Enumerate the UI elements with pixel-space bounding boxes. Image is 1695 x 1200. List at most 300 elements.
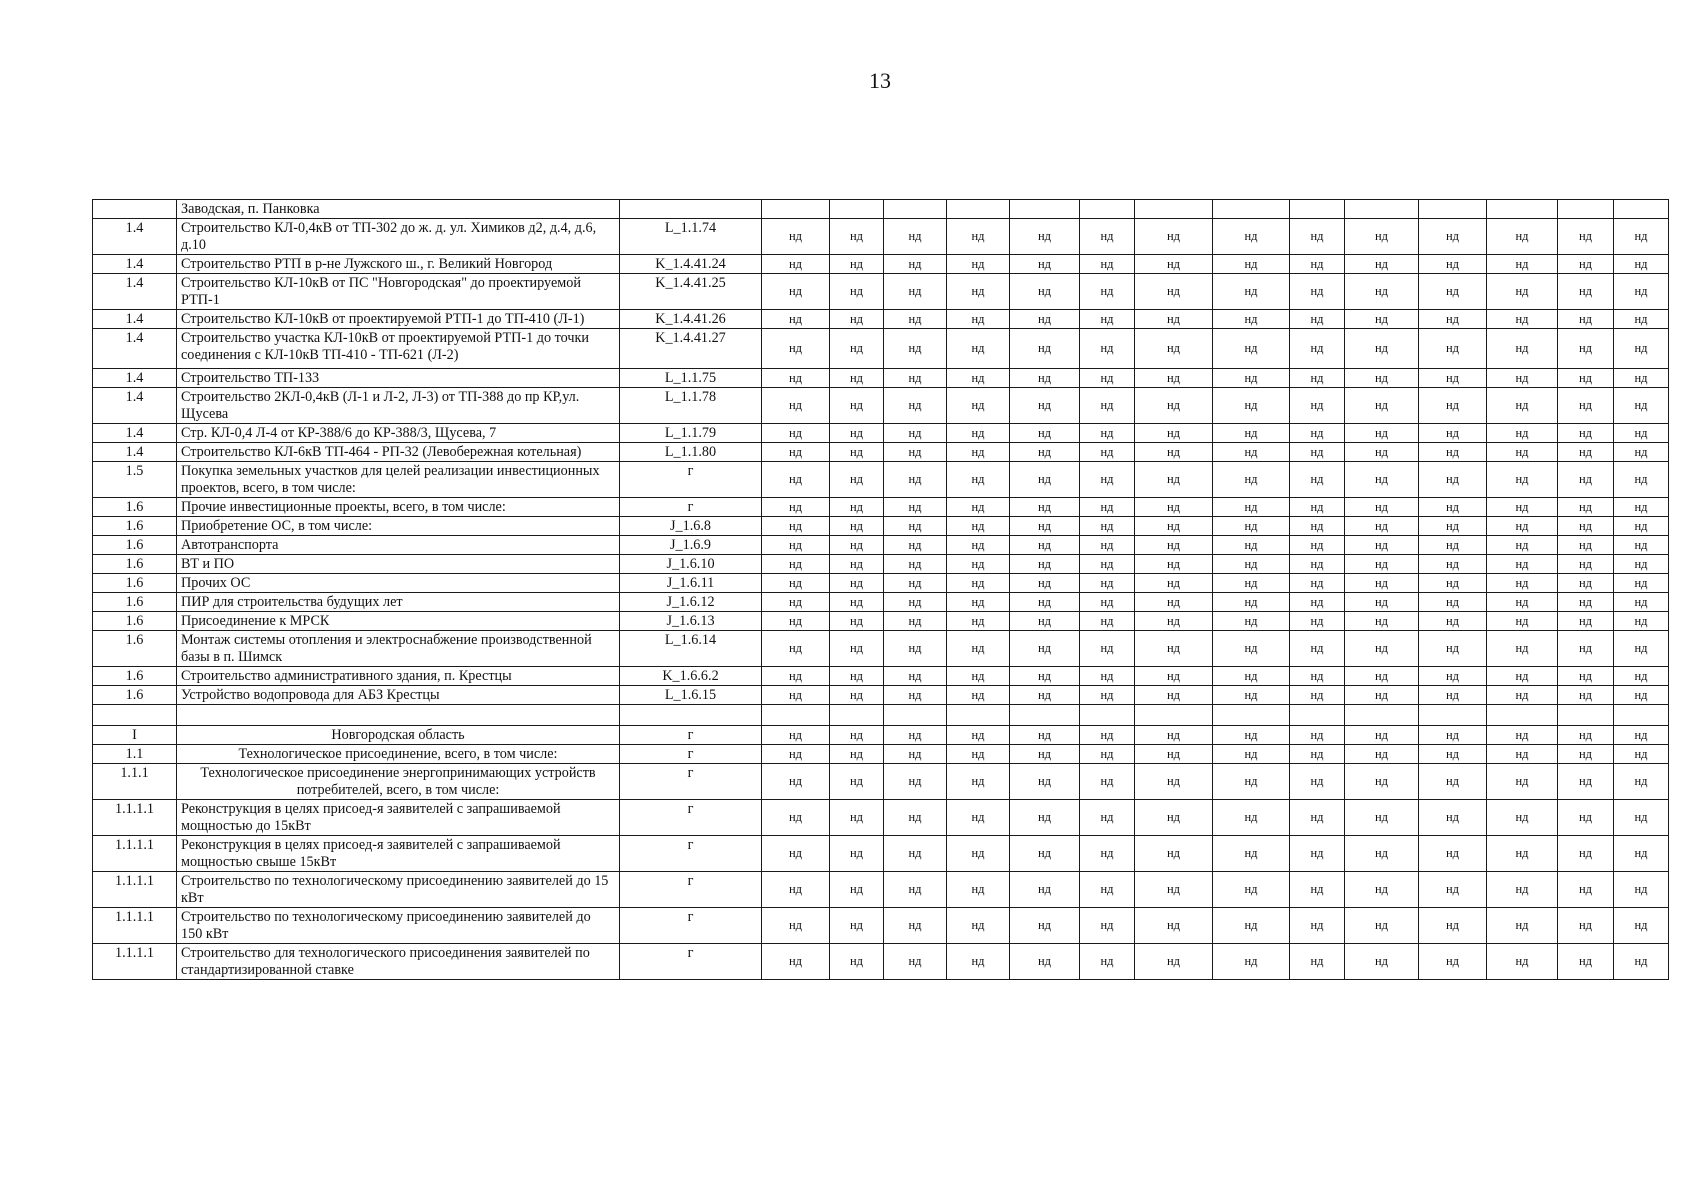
value-cell: нд xyxy=(1135,555,1213,574)
value-cell: нд xyxy=(1290,555,1345,574)
value-cell: нд xyxy=(830,667,884,686)
value-cell: нд xyxy=(947,388,1010,424)
value-cell: нд xyxy=(1345,944,1419,980)
value-cell xyxy=(1487,200,1558,219)
value-cell: нд xyxy=(1419,836,1487,872)
value-cell: нд xyxy=(1487,726,1558,745)
value-cell: нд xyxy=(1345,764,1419,800)
value-cell: нд xyxy=(1345,800,1419,836)
value-cell: нд xyxy=(1614,536,1669,555)
value-cell: нд xyxy=(830,424,884,443)
value-cell: нд xyxy=(1345,555,1419,574)
table-row xyxy=(93,517,1669,536)
value-cell: нд xyxy=(1213,424,1290,443)
value-cell: нд xyxy=(1290,424,1345,443)
value-cell: нд xyxy=(1487,574,1558,593)
value-cell: нд xyxy=(947,219,1010,255)
value-cell: нд xyxy=(1290,908,1345,944)
row-code-cell: г xyxy=(620,462,762,498)
value-cell: нд xyxy=(1419,612,1487,631)
table-body xyxy=(93,200,1669,980)
value-cell: нд xyxy=(947,800,1010,836)
row-name-cell: Строительство РТП в р-не Лужского ш., г. Великий Новгород xyxy=(177,255,620,274)
row-name-cell: Стр. КЛ-0,4 Л-4 от КР-388/6 до КР-388/3, Щусева, 7 xyxy=(177,424,620,443)
value-cell: нд xyxy=(1290,836,1345,872)
value-cell: нд xyxy=(1213,462,1290,498)
value-cell: нд xyxy=(1558,388,1614,424)
value-cell xyxy=(1345,200,1419,219)
value-cell: нд xyxy=(830,574,884,593)
value-cell: нд xyxy=(1487,219,1558,255)
row-name-cell: ПИР для строительства будущих лет xyxy=(177,593,620,612)
value-cell: нд xyxy=(1290,255,1345,274)
value-cell xyxy=(947,200,1010,219)
value-cell: нд xyxy=(884,536,947,555)
value-cell: нд xyxy=(1558,836,1614,872)
value-cell xyxy=(884,705,947,726)
investment-table xyxy=(92,199,1669,980)
value-cell: нд xyxy=(1135,219,1213,255)
value-cell: нд xyxy=(1558,800,1614,836)
value-cell: нд xyxy=(947,944,1010,980)
row-code-cell: L_1.1.74 xyxy=(620,219,762,255)
row-name-cell: Технологическое присоединение, всего, в том числе: xyxy=(177,745,620,764)
table-row xyxy=(93,498,1669,517)
value-cell: нд xyxy=(1010,388,1080,424)
value-cell: нд xyxy=(1080,574,1135,593)
value-cell: нд xyxy=(1558,574,1614,593)
value-cell: нд xyxy=(830,498,884,517)
table-row xyxy=(93,908,1669,944)
value-cell xyxy=(1080,200,1135,219)
table-row xyxy=(93,800,1669,836)
value-cell: нд xyxy=(1614,726,1669,745)
row-number-cell xyxy=(93,200,177,219)
table-row xyxy=(93,593,1669,612)
value-cell: нд xyxy=(1213,593,1290,612)
table-row xyxy=(93,462,1669,498)
value-cell: нд xyxy=(1080,686,1135,705)
value-cell: нд xyxy=(1614,872,1669,908)
value-cell: нд xyxy=(1080,872,1135,908)
value-cell: нд xyxy=(1487,310,1558,329)
row-name-cell: Присоединение к МРСК xyxy=(177,612,620,631)
table-row xyxy=(93,764,1669,800)
value-cell: нд xyxy=(1080,498,1135,517)
value-cell: нд xyxy=(1080,612,1135,631)
row-code-cell: L_1.1.78 xyxy=(620,388,762,424)
value-cell: нд xyxy=(1290,944,1345,980)
value-cell: нд xyxy=(1213,667,1290,686)
value-cell: нд xyxy=(1010,310,1080,329)
value-cell: нд xyxy=(1080,388,1135,424)
row-code-cell: г xyxy=(620,800,762,836)
value-cell: нд xyxy=(1558,369,1614,388)
value-cell: нд xyxy=(884,310,947,329)
value-cell: нд xyxy=(1614,310,1669,329)
value-cell: нд xyxy=(1487,555,1558,574)
value-cell: нд xyxy=(1345,310,1419,329)
row-code-cell: L_1.6.15 xyxy=(620,686,762,705)
value-cell: нд xyxy=(1419,536,1487,555)
row-code-cell: J_1.6.10 xyxy=(620,555,762,574)
value-cell xyxy=(830,705,884,726)
value-cell: нд xyxy=(947,498,1010,517)
value-cell: нд xyxy=(762,944,830,980)
value-cell: нд xyxy=(1558,498,1614,517)
value-cell: нд xyxy=(1213,908,1290,944)
value-cell xyxy=(1010,200,1080,219)
value-cell: нд xyxy=(1135,686,1213,705)
value-cell: нд xyxy=(830,764,884,800)
value-cell: нд xyxy=(1558,255,1614,274)
row-name-cell: Прочих ОС xyxy=(177,574,620,593)
value-cell: нд xyxy=(1487,498,1558,517)
value-cell: нд xyxy=(830,726,884,745)
row-name-cell: Новгородская область xyxy=(177,726,620,745)
value-cell xyxy=(1614,705,1669,726)
value-cell: нд xyxy=(1419,872,1487,908)
value-cell: нд xyxy=(1010,536,1080,555)
row-number-cell: 1.1.1.1 xyxy=(93,908,177,944)
value-cell: нд xyxy=(1080,369,1135,388)
value-cell: нд xyxy=(830,908,884,944)
value-cell: нд xyxy=(1010,219,1080,255)
value-cell: нд xyxy=(1010,555,1080,574)
value-cell: нд xyxy=(762,667,830,686)
value-cell: нд xyxy=(1419,800,1487,836)
row-code-cell: г xyxy=(620,908,762,944)
value-cell: нд xyxy=(1614,255,1669,274)
value-cell: нд xyxy=(1080,424,1135,443)
value-cell: нд xyxy=(1419,764,1487,800)
value-cell: нд xyxy=(1345,388,1419,424)
value-cell: нд xyxy=(830,443,884,462)
value-cell: нд xyxy=(1135,443,1213,462)
row-number-cell: 1.6 xyxy=(93,536,177,555)
value-cell: нд xyxy=(762,498,830,517)
value-cell: нд xyxy=(1487,593,1558,612)
value-cell: нд xyxy=(1345,612,1419,631)
row-code-cell: K_1.4.41.27 xyxy=(620,329,762,369)
value-cell: нд xyxy=(1213,219,1290,255)
value-cell: нд xyxy=(1487,800,1558,836)
value-cell: нд xyxy=(1614,612,1669,631)
value-cell: нд xyxy=(947,329,1010,369)
value-cell: нд xyxy=(1345,667,1419,686)
row-number-cell: 1.1.1.1 xyxy=(93,836,177,872)
value-cell: нд xyxy=(1135,745,1213,764)
value-cell: нд xyxy=(830,329,884,369)
value-cell: нд xyxy=(1345,498,1419,517)
value-cell: нд xyxy=(947,631,1010,667)
value-cell: нд xyxy=(1614,219,1669,255)
row-code-cell: г xyxy=(620,764,762,800)
row-name-cell: Строительство КЛ-6кВ ТП-464 - РП-32 (Левобережная котельная) xyxy=(177,443,620,462)
value-cell: нд xyxy=(1290,686,1345,705)
row-name-cell: Реконструкция в целях присоед-я заявителей с запрашиваемой мощностью свыше 15кВт xyxy=(177,836,620,872)
value-cell: нд xyxy=(762,255,830,274)
value-cell: нд xyxy=(1419,944,1487,980)
value-cell: нд xyxy=(1213,388,1290,424)
value-cell: нд xyxy=(1487,686,1558,705)
value-cell: нд xyxy=(884,612,947,631)
value-cell: нд xyxy=(762,800,830,836)
value-cell: нд xyxy=(1080,800,1135,836)
value-cell: нд xyxy=(884,462,947,498)
value-cell xyxy=(1213,705,1290,726)
value-cell: нд xyxy=(1614,369,1669,388)
page-number: 13 xyxy=(869,68,891,93)
value-cell: нд xyxy=(1080,274,1135,310)
value-cell: нд xyxy=(1345,836,1419,872)
value-cell: нд xyxy=(947,686,1010,705)
value-cell: нд xyxy=(1080,631,1135,667)
row-number-cell: 1.6 xyxy=(93,631,177,667)
value-cell: нд xyxy=(1290,726,1345,745)
value-cell: нд xyxy=(1614,329,1669,369)
row-number-cell: 1.1.1 xyxy=(93,764,177,800)
value-cell: нд xyxy=(1213,555,1290,574)
table-row xyxy=(93,255,1669,274)
value-cell: нд xyxy=(1135,631,1213,667)
value-cell: нд xyxy=(1419,686,1487,705)
value-cell: нд xyxy=(1290,612,1345,631)
value-cell: нд xyxy=(1487,274,1558,310)
value-cell: нд xyxy=(1487,443,1558,462)
row-name-cell: Строительство КЛ-0,4кВ от ТП-302 до ж. д. ул. Химиков д2, д.4, д.6, д.10 xyxy=(177,219,620,255)
value-cell: нд xyxy=(1558,424,1614,443)
row-code-cell: K_1.6.6.2 xyxy=(620,667,762,686)
value-cell: нд xyxy=(1345,726,1419,745)
row-name-cell: Строительство 2КЛ-0,4кВ (Л-1 и Л-2, Л-3) от ТП-388 до пр КР,ул. Щусева xyxy=(177,388,620,424)
value-cell: нд xyxy=(947,764,1010,800)
value-cell: нд xyxy=(1135,498,1213,517)
value-cell: нд xyxy=(1345,462,1419,498)
value-cell: нд xyxy=(1487,612,1558,631)
value-cell: нд xyxy=(1213,536,1290,555)
table-row xyxy=(93,745,1669,764)
value-cell xyxy=(884,200,947,219)
value-cell: нд xyxy=(1419,498,1487,517)
value-cell: нд xyxy=(762,369,830,388)
value-cell: нд xyxy=(1010,908,1080,944)
value-cell: нд xyxy=(1558,631,1614,667)
value-cell: нд xyxy=(762,686,830,705)
value-cell: нд xyxy=(1010,944,1080,980)
row-number-cell: 1.4 xyxy=(93,329,177,369)
row-name-cell: Устройство водопровода для АБЗ Крестцы xyxy=(177,686,620,705)
value-cell: нд xyxy=(1614,908,1669,944)
value-cell: нд xyxy=(1010,667,1080,686)
value-cell: нд xyxy=(1010,612,1080,631)
value-cell: нд xyxy=(1135,255,1213,274)
value-cell: нд xyxy=(1614,800,1669,836)
row-name-cell: Строительство для технологического присоединения заявителей по стандартизированной ставке xyxy=(177,944,620,980)
value-cell: нд xyxy=(947,745,1010,764)
value-cell: нд xyxy=(1213,369,1290,388)
value-cell: нд xyxy=(1010,686,1080,705)
value-cell: нд xyxy=(762,872,830,908)
value-cell: нд xyxy=(1080,536,1135,555)
row-code-cell: г xyxy=(620,872,762,908)
value-cell: нд xyxy=(1290,764,1345,800)
value-cell: нд xyxy=(884,498,947,517)
value-cell: нд xyxy=(1558,593,1614,612)
value-cell: нд xyxy=(1345,593,1419,612)
value-cell: нд xyxy=(1290,517,1345,536)
row-code-cell: L_1.1.75 xyxy=(620,369,762,388)
value-cell: нд xyxy=(830,517,884,536)
value-cell: нд xyxy=(947,908,1010,944)
value-cell: нд xyxy=(1487,745,1558,764)
table-row xyxy=(93,872,1669,908)
value-cell: нд xyxy=(1345,329,1419,369)
value-cell xyxy=(1290,705,1345,726)
value-cell: нд xyxy=(762,631,830,667)
value-cell: нд xyxy=(1487,517,1558,536)
row-number-cell: 1.4 xyxy=(93,388,177,424)
row-number-cell: 1.6 xyxy=(93,686,177,705)
value-cell: нд xyxy=(1290,388,1345,424)
row-number-cell: 1.4 xyxy=(93,369,177,388)
value-cell: нд xyxy=(1345,274,1419,310)
row-name-cell: Строительство по технологическому присоединению заявителей до 15 кВт xyxy=(177,872,620,908)
value-cell: нд xyxy=(1345,219,1419,255)
value-cell: нд xyxy=(762,908,830,944)
row-code-cell: K_1.4.41.24 xyxy=(620,255,762,274)
value-cell: нд xyxy=(830,219,884,255)
value-cell: нд xyxy=(1080,836,1135,872)
value-cell: нд xyxy=(1558,219,1614,255)
value-cell: нд xyxy=(1419,443,1487,462)
value-cell xyxy=(1213,200,1290,219)
value-cell: нд xyxy=(762,462,830,498)
value-cell: нд xyxy=(1080,255,1135,274)
row-number-cell: 1.6 xyxy=(93,555,177,574)
row-code-cell: J_1.6.11 xyxy=(620,574,762,593)
value-cell: нд xyxy=(1345,631,1419,667)
value-cell: нд xyxy=(830,872,884,908)
value-cell: нд xyxy=(1419,369,1487,388)
value-cell: нд xyxy=(830,745,884,764)
row-code-cell: L_1.1.80 xyxy=(620,443,762,462)
value-cell: нд xyxy=(1614,667,1669,686)
value-cell: нд xyxy=(1345,424,1419,443)
table-row xyxy=(93,574,1669,593)
row-name-cell xyxy=(177,705,620,726)
value-cell: нд xyxy=(1614,745,1669,764)
row-code-cell xyxy=(620,200,762,219)
value-cell xyxy=(1080,705,1135,726)
table-row xyxy=(93,329,1669,369)
value-cell: нд xyxy=(1487,462,1558,498)
value-cell: нд xyxy=(947,274,1010,310)
value-cell: нд xyxy=(762,764,830,800)
value-cell: нд xyxy=(762,536,830,555)
value-cell: нд xyxy=(1419,310,1487,329)
table-row xyxy=(93,631,1669,667)
value-cell: нд xyxy=(884,726,947,745)
row-code-cell: г xyxy=(620,726,762,745)
value-cell: нд xyxy=(830,800,884,836)
value-cell: нд xyxy=(1213,255,1290,274)
row-code-cell: L_1.1.79 xyxy=(620,424,762,443)
value-cell: нд xyxy=(1290,800,1345,836)
value-cell: нд xyxy=(1558,944,1614,980)
row-number-cell: 1.6 xyxy=(93,517,177,536)
value-cell: нд xyxy=(1213,274,1290,310)
value-cell: нд xyxy=(1290,667,1345,686)
row-name-cell: Реконструкция в целях присоед-я заявителей с запрашиваемой мощностью до 15кВт xyxy=(177,800,620,836)
value-cell: нд xyxy=(1010,443,1080,462)
value-cell xyxy=(1614,200,1669,219)
value-cell: нд xyxy=(1487,764,1558,800)
table-row xyxy=(93,726,1669,745)
value-cell: нд xyxy=(884,764,947,800)
value-cell: нд xyxy=(884,667,947,686)
value-cell: нд xyxy=(1010,593,1080,612)
row-code-cell: J_1.6.9 xyxy=(620,536,762,555)
value-cell: нд xyxy=(1213,800,1290,836)
value-cell: нд xyxy=(947,836,1010,872)
value-cell: нд xyxy=(947,667,1010,686)
value-cell: нд xyxy=(1010,726,1080,745)
value-cell: нд xyxy=(1135,612,1213,631)
value-cell: нд xyxy=(884,443,947,462)
value-cell: нд xyxy=(1010,369,1080,388)
value-cell: нд xyxy=(1345,745,1419,764)
value-cell: нд xyxy=(1558,274,1614,310)
value-cell: нд xyxy=(1135,836,1213,872)
value-cell: нд xyxy=(1010,764,1080,800)
value-cell: нд xyxy=(1213,726,1290,745)
value-cell: нд xyxy=(1213,310,1290,329)
value-cell: нд xyxy=(1614,443,1669,462)
value-cell: нд xyxy=(1080,667,1135,686)
value-cell: нд xyxy=(830,274,884,310)
row-number-cell: 1.4 xyxy=(93,255,177,274)
value-cell: нд xyxy=(1345,574,1419,593)
row-number-cell: 1.6 xyxy=(93,498,177,517)
value-cell: нд xyxy=(1558,555,1614,574)
value-cell: нд xyxy=(830,631,884,667)
value-cell: нд xyxy=(947,872,1010,908)
value-cell: нд xyxy=(830,593,884,612)
value-cell: нд xyxy=(1345,536,1419,555)
value-cell: нд xyxy=(1345,443,1419,462)
value-cell: нд xyxy=(1558,745,1614,764)
row-number-cell: I xyxy=(93,726,177,745)
row-name-cell: Строительство участка КЛ-10кВ от проектируемой РТП-1 до точки соединения с КЛ-10кВ ТП-410 - ТП-621 (Л-2) xyxy=(177,329,620,369)
value-cell xyxy=(1419,705,1487,726)
value-cell: нд xyxy=(1135,274,1213,310)
value-cell: нд xyxy=(1010,836,1080,872)
value-cell xyxy=(1558,705,1614,726)
value-cell: нд xyxy=(947,555,1010,574)
value-cell: нд xyxy=(947,574,1010,593)
value-cell: нд xyxy=(884,745,947,764)
row-number-cell: 1.1.1.1 xyxy=(93,800,177,836)
row-name-cell: Монтаж системы отопления и электроснабжение производственной базы в п. Шимск xyxy=(177,631,620,667)
value-cell: нд xyxy=(1080,944,1135,980)
value-cell: нд xyxy=(884,944,947,980)
value-cell xyxy=(762,705,830,726)
value-cell xyxy=(1487,705,1558,726)
value-cell: нд xyxy=(762,593,830,612)
value-cell: нд xyxy=(1419,593,1487,612)
value-cell: нд xyxy=(884,908,947,944)
